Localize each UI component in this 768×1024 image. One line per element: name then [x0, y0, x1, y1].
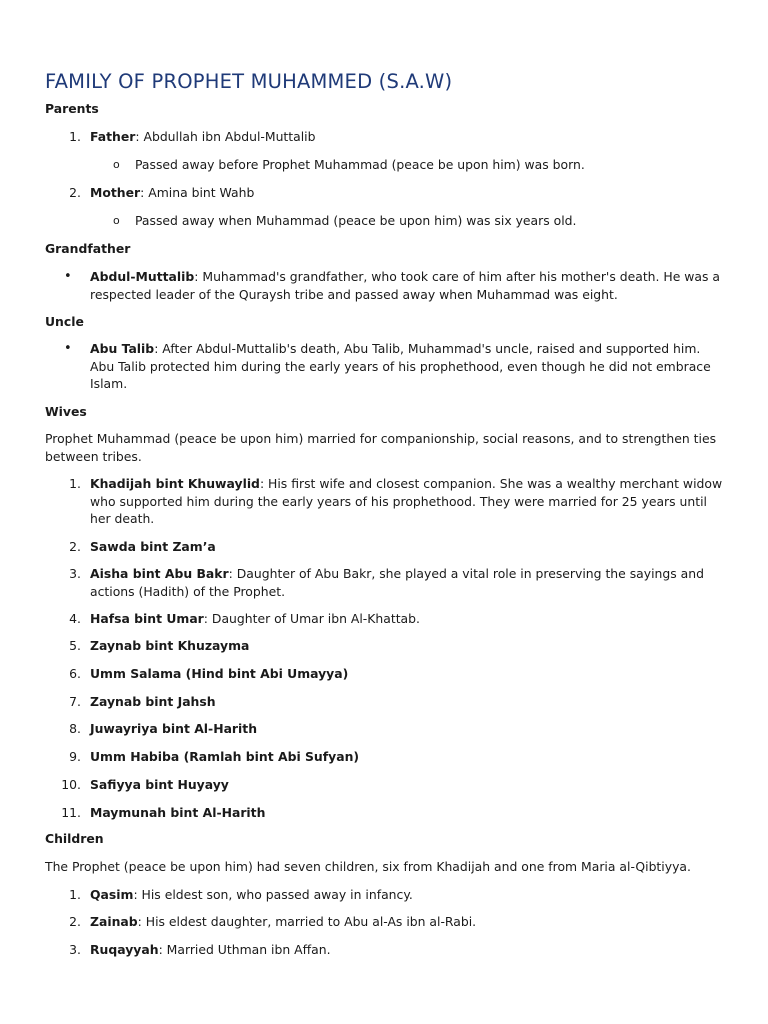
- item-text: : Amina bint Wahb: [140, 185, 255, 200]
- list-number: 8.: [69, 721, 81, 736]
- list-item-wife: [45, 720, 725, 738]
- section-heading-uncle: Uncle: [45, 314, 84, 329]
- item-name: Abdul-Muttalib: [90, 269, 195, 284]
- list-item-wife: [45, 776, 725, 794]
- list-item-wife: [45, 693, 725, 711]
- item-text: : Muhammad's grandfather, who took care of him after his mother's death. He was a respected leader of the Quraysh tribe and passed away when Muhammad was eight.: [90, 269, 720, 302]
- list-item-wife: [45, 804, 725, 822]
- list-number: 2.: [69, 539, 81, 554]
- list-item-wife: [45, 475, 725, 528]
- list-item-wife: [45, 748, 725, 766]
- list-item-wife: [45, 538, 725, 556]
- list-number: 4.: [69, 611, 81, 626]
- item-text: : After Abdul-Muttalib's death, Abu Talib, Muhammad's uncle, raised and supported him. Abu Talib protected him during the early years of his prophethood, even though he did not embrace Islam.: [90, 341, 711, 391]
- sub-item-mother: [45, 212, 725, 230]
- item-text: : Daughter of Abu Bakr, she played a vital role in preserving the sayings and actions (Hadith) of the Prophet.: [90, 566, 704, 599]
- list-item-grandfather: [45, 268, 725, 303]
- list-number: 2.: [69, 914, 81, 929]
- list-number: 1.: [69, 476, 81, 491]
- list-number: 1.: [69, 129, 81, 144]
- item-name: Umm Habiba (Ramlah bint Abi Sufyan): [90, 749, 360, 764]
- list-number: 10.: [61, 777, 81, 792]
- section-heading-wives: Wives: [45, 404, 87, 419]
- item-name: Aisha bint Abu Bakr: [90, 566, 229, 581]
- list-item-wife: [45, 610, 725, 628]
- bullet-marker: •: [64, 269, 72, 284]
- section-heading-parents: Parents: [45, 101, 99, 116]
- list-number: 1.: [69, 887, 81, 902]
- item-name: Khadijah bint Khuwaylid: [90, 476, 260, 491]
- list-item-wife: [45, 565, 725, 600]
- list-item-wife: [45, 665, 725, 683]
- item-name: Ruqayyah: [90, 942, 159, 957]
- sub-bullet-marker: o: [113, 158, 120, 171]
- item-name: Qasim: [90, 887, 134, 902]
- section-heading-grandfather: Grandfather: [45, 241, 131, 256]
- wives-intro-paragraph: Prophet Muhammad (peace be upon him) married for companionship, social reasons, and to strengthen ties between tribes.: [45, 431, 717, 464]
- list-item-child: [45, 941, 725, 959]
- item-text: : His first wife and closest companion. She was a wealthy merchant widow who supported him during the early years of his prophethood. They were married for 25 years until her death.: [90, 476, 723, 526]
- list-number: 3.: [69, 566, 81, 581]
- list-item-uncle: [45, 340, 725, 393]
- item-name: Abu Talib: [90, 341, 155, 356]
- item-name: Zainab: [90, 914, 138, 929]
- item-name: Zaynab bint Khuzayma: [90, 638, 250, 653]
- list-number: 2.: [69, 185, 81, 200]
- list-item-child: [45, 886, 725, 904]
- sub-bullet-marker: o: [113, 214, 120, 227]
- item-name: Safiyya bint Huyayy: [90, 777, 229, 792]
- list-item-wife: [45, 637, 725, 655]
- list-number: 3.: [69, 942, 81, 957]
- item-name: Umm Salama (Hind bint Abi Umayya): [90, 666, 349, 681]
- list-number: 6.: [69, 666, 81, 681]
- item-name: Maymunah bint Al-Harith: [90, 805, 266, 820]
- list-number: 11.: [61, 805, 81, 820]
- item-name: Juwayriya bint Al-Harith: [90, 721, 258, 736]
- item-text: : Abdullah ibn Abdul-Muttalib: [135, 129, 316, 144]
- list-number: 5.: [69, 638, 81, 653]
- children-intro-paragraph: The Prophet (peace be upon him) had seven children, six from Khadijah and one from Maria al-Qibtiyya.: [45, 859, 691, 874]
- item-name: Hafsa bint Umar: [90, 611, 204, 626]
- item-text: : His eldest daughter, married to Abu al-As ibn al-Rabi.: [137, 914, 477, 929]
- section-heading-children: Children: [45, 831, 104, 846]
- item-text: : Daughter of Umar ibn Al-Khattab.: [203, 611, 420, 626]
- list-item-mother: [45, 184, 725, 202]
- item-name: Father: [90, 129, 136, 144]
- list-number: 9.: [69, 749, 81, 764]
- item-name: Sawda bint Zam’a: [90, 539, 216, 554]
- page-title: FAMILY OF PROPHET MUHAMMED (S.A.W): [45, 70, 453, 93]
- list-item-father: [45, 128, 725, 146]
- sub-item-text: Passed away when Muhammad (peace be upon him) was six years old.: [135, 213, 577, 228]
- item-name: Zaynab bint Jahsh: [90, 694, 216, 709]
- bullet-marker: •: [64, 341, 72, 356]
- item-text: : His eldest son, who passed away in infancy.: [133, 887, 413, 902]
- sub-item-text: Passed away before Prophet Muhammad (peace be upon him) was born.: [135, 157, 585, 172]
- item-text: : Married Uthman ibn Affan.: [158, 942, 331, 957]
- list-number: 7.: [69, 694, 81, 709]
- list-item-child: [45, 913, 725, 931]
- sub-item-father: [45, 156, 725, 174]
- item-name: Mother: [90, 185, 141, 200]
